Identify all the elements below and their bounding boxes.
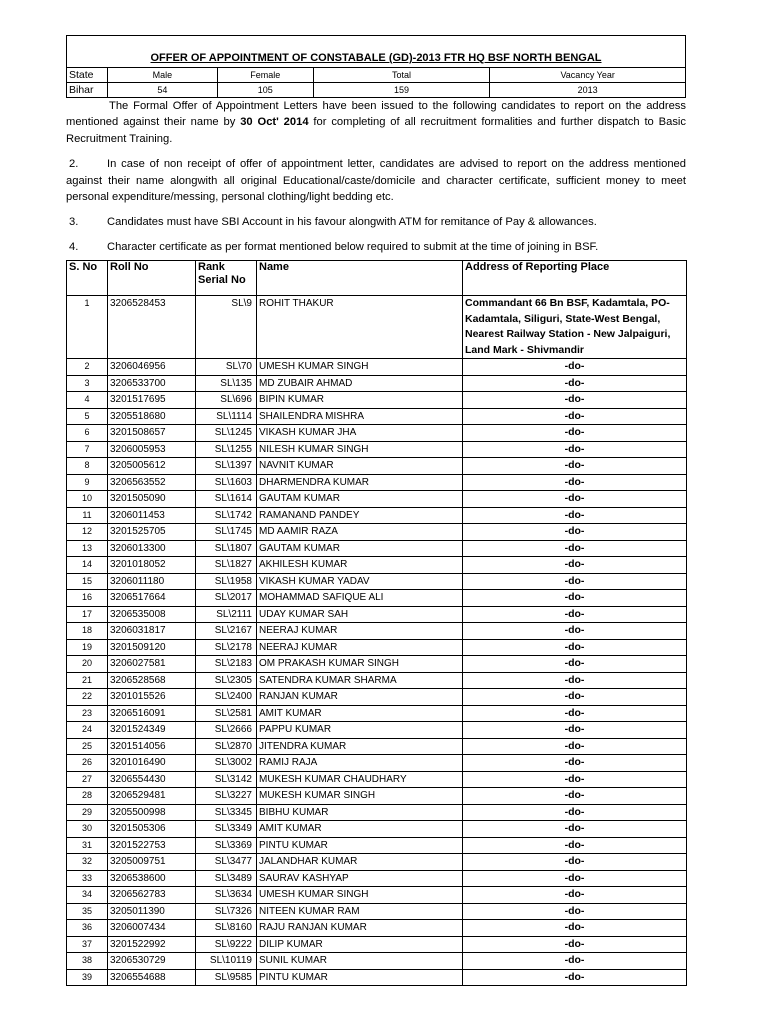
document xyxy=(66,35,686,986)
paragraph-1 xyxy=(66,98,686,147)
row-roll-no: 3205009751 xyxy=(108,854,196,871)
row-roll-no: 3206554688 xyxy=(108,969,196,986)
row-roll-no: 3201509120 xyxy=(108,639,196,656)
row-name: SHAILENDRA MISHRA xyxy=(257,408,463,425)
row-roll-no: 3206533700 xyxy=(108,375,196,392)
row-roll-no: 3201016490 xyxy=(108,755,196,772)
row-address: -do- xyxy=(463,870,687,887)
row-sno: 13 xyxy=(67,540,108,557)
row-address: -do- xyxy=(463,524,687,541)
row-rank-serial: SL\9 xyxy=(196,296,257,359)
row-roll-no: 3201015526 xyxy=(108,689,196,706)
table-header-row xyxy=(67,261,687,296)
row-rank-serial: SL\2305 xyxy=(196,672,257,689)
row-address: -do- xyxy=(463,606,687,623)
row-rank-serial: SL\2581 xyxy=(196,705,257,722)
row-name: PAPPU KUMAR xyxy=(257,722,463,739)
row-address: -do- xyxy=(463,491,687,508)
col-header-roll: Roll No xyxy=(108,261,196,296)
row-rank-serial: SL\1603 xyxy=(196,474,257,491)
paragraph-2-number: 2. xyxy=(69,158,79,171)
table-row xyxy=(67,296,687,359)
row-address: -do- xyxy=(463,771,687,788)
row-name: GAUTAM KUMAR xyxy=(257,540,463,557)
row-name: ROHIT THAKUR xyxy=(257,296,463,359)
row-sno: 24 xyxy=(67,722,108,739)
table-row xyxy=(67,656,687,673)
row-name: MD AAMIR RAZA xyxy=(257,524,463,541)
vacancy-year-label: Vacancy Year xyxy=(490,68,686,83)
table-row xyxy=(67,557,687,574)
row-name: BIBHU KUMAR xyxy=(257,804,463,821)
row-address: -do- xyxy=(463,441,687,458)
row-sno: 34 xyxy=(67,887,108,904)
row-address: -do- xyxy=(463,854,687,871)
row-address: -do- xyxy=(463,920,687,937)
table-row xyxy=(67,953,687,970)
row-name: NEERAJ KUMAR xyxy=(257,639,463,656)
row-name: NEERAJ KUMAR xyxy=(257,623,463,640)
paragraph-2 xyxy=(66,156,686,205)
row-name: MUKESH KUMAR CHAUDHARY xyxy=(257,771,463,788)
row-rank-serial: SL\2870 xyxy=(196,738,257,755)
row-roll-no: 3206031817 xyxy=(108,623,196,640)
row-address: -do- xyxy=(463,887,687,904)
row-roll-no: 3201522992 xyxy=(108,936,196,953)
row-address: -do- xyxy=(463,936,687,953)
col-header-rank: Rank Serial No xyxy=(196,261,257,296)
table-row xyxy=(67,491,687,508)
row-sno: 28 xyxy=(67,788,108,805)
row-name: BIPIN KUMAR xyxy=(257,392,463,409)
row-roll-no: 3206563552 xyxy=(108,474,196,491)
table-row xyxy=(67,755,687,772)
row-name: OM PRAKASH KUMAR SINGH xyxy=(257,656,463,673)
row-address: -do- xyxy=(463,672,687,689)
row-address: -do- xyxy=(463,408,687,425)
row-rank-serial: SL\3489 xyxy=(196,870,257,887)
table-row xyxy=(67,903,687,920)
table-row xyxy=(67,689,687,706)
summary-label-row xyxy=(67,68,686,83)
row-roll-no: 3206562783 xyxy=(108,887,196,904)
row-roll-no: 3206011453 xyxy=(108,507,196,524)
state-value: Bihar xyxy=(67,83,108,98)
row-roll-no: 3206011180 xyxy=(108,573,196,590)
row-sno: 31 xyxy=(67,837,108,854)
row-address: -do- xyxy=(463,705,687,722)
row-address: -do- xyxy=(463,969,687,986)
row-rank-serial: SL\1114 xyxy=(196,408,257,425)
table-row xyxy=(67,920,687,937)
row-sno: 37 xyxy=(67,936,108,953)
row-rank-serial: SL\3002 xyxy=(196,755,257,772)
row-rank-serial: SL\8160 xyxy=(196,920,257,937)
row-roll-no: 3201018052 xyxy=(108,557,196,574)
row-rank-serial: SL\7326 xyxy=(196,903,257,920)
row-name: PINTU KUMAR xyxy=(257,969,463,986)
row-roll-no: 3205518680 xyxy=(108,408,196,425)
row-name: RAJU RANJAN KUMAR xyxy=(257,920,463,937)
row-address: -do- xyxy=(463,557,687,574)
row-rank-serial: SL\3345 xyxy=(196,804,257,821)
row-address: -do- xyxy=(463,573,687,590)
row-name: MD ZUBAIR AHMAD xyxy=(257,375,463,392)
row-roll-no: 3206538600 xyxy=(108,870,196,887)
row-rank-serial: SL\70 xyxy=(196,359,257,376)
row-address: -do- xyxy=(463,804,687,821)
male-label: Male xyxy=(107,68,217,83)
row-roll-no: 3206516091 xyxy=(108,705,196,722)
row-rank-serial: SL\3227 xyxy=(196,788,257,805)
table-row xyxy=(67,507,687,524)
paragraph-3-number: 3. xyxy=(69,216,79,229)
row-sno: 8 xyxy=(67,458,108,475)
col-header-name: Name xyxy=(257,261,463,296)
row-roll-no: 3201514056 xyxy=(108,738,196,755)
row-name: RAMIJ RAJA xyxy=(257,755,463,772)
female-value: 105 xyxy=(217,83,313,98)
row-name: UDAY KUMAR SAH xyxy=(257,606,463,623)
row-address: -do- xyxy=(463,507,687,524)
row-name: DILIP KUMAR xyxy=(257,936,463,953)
row-sno: 39 xyxy=(67,969,108,986)
row-rank-serial: SL\1614 xyxy=(196,491,257,508)
table-row xyxy=(67,623,687,640)
row-address: -do- xyxy=(463,953,687,970)
row-rank-serial: SL\2178 xyxy=(196,639,257,656)
row-name: VIKASH KUMAR YADAV xyxy=(257,573,463,590)
row-sno: 36 xyxy=(67,920,108,937)
row-roll-no: 3201505090 xyxy=(108,491,196,508)
row-name: MOHAMMAD SAFIQUE ALI xyxy=(257,590,463,607)
table-row xyxy=(67,573,687,590)
row-name: NAVNIT KUMAR xyxy=(257,458,463,475)
row-sno: 18 xyxy=(67,623,108,640)
table-row xyxy=(67,540,687,557)
row-name: UMESH KUMAR SINGH xyxy=(257,887,463,904)
paragraph-4-number: 4. xyxy=(69,240,79,253)
row-name: NILESH KUMAR SINGH xyxy=(257,441,463,458)
report-date: 30 Oct' 2014 xyxy=(240,116,309,129)
row-sno: 17 xyxy=(67,606,108,623)
table-row xyxy=(67,524,687,541)
row-name: SATENDRA KUMAR SHARMA xyxy=(257,672,463,689)
row-address: Commandant 66 Bn BSF, Kadamtala, PO-Kadamtala, Siliguri, State-West Bengal, Nearest Railway Station - New Jalpaiguri, Land Mark - Shivmandir xyxy=(463,296,687,359)
row-rank-serial: SL\696 xyxy=(196,392,257,409)
row-roll-no: 3201508657 xyxy=(108,425,196,442)
row-address: -do- xyxy=(463,458,687,475)
table-row xyxy=(67,804,687,821)
table-row xyxy=(67,771,687,788)
row-address: -do- xyxy=(463,755,687,772)
row-name: AKHILESH KUMAR xyxy=(257,557,463,574)
row-rank-serial: SL\3369 xyxy=(196,837,257,854)
table-row xyxy=(67,606,687,623)
row-sno: 16 xyxy=(67,590,108,607)
row-rank-serial: SL\3634 xyxy=(196,887,257,904)
row-address: -do- xyxy=(463,639,687,656)
row-rank-serial: SL\3142 xyxy=(196,771,257,788)
row-sno: 38 xyxy=(67,953,108,970)
row-sno: 11 xyxy=(67,507,108,524)
row-name: JITENDRA KUMAR xyxy=(257,738,463,755)
table-row xyxy=(67,639,687,656)
paragraph-4 xyxy=(66,239,686,255)
row-sno: 20 xyxy=(67,656,108,673)
vacancy-year-value: 2013 xyxy=(490,83,686,98)
table-row xyxy=(67,392,687,409)
row-sno: 32 xyxy=(67,854,108,871)
row-rank-serial: SL\1255 xyxy=(196,441,257,458)
table-row xyxy=(67,936,687,953)
row-rank-serial: SL\1742 xyxy=(196,507,257,524)
paragraph-2-text: In case of non receipt of offer of appointment letter, candidates are advised to report on the address mentioned against their name alongwith all original Educational/caste/domicile and character certificate, sufficient money to meet personal expenditure/messing, personal clothing/light bedding etc. xyxy=(66,158,686,204)
row-rank-serial: SL\2183 xyxy=(196,656,257,673)
row-name: NITEEN KUMAR RAM xyxy=(257,903,463,920)
row-sno: 3 xyxy=(67,375,108,392)
row-rank-serial: SL\2111 xyxy=(196,606,257,623)
row-roll-no: 3201525705 xyxy=(108,524,196,541)
row-name: PINTU KUMAR xyxy=(257,837,463,854)
row-address: -do- xyxy=(463,590,687,607)
row-rank-serial: SL\1397 xyxy=(196,458,257,475)
row-name: VIKASH KUMAR JHA xyxy=(257,425,463,442)
row-roll-no: 3206046956 xyxy=(108,359,196,376)
row-sno: 35 xyxy=(67,903,108,920)
row-name: RAMANAND PANDEY xyxy=(257,507,463,524)
row-address: -do- xyxy=(463,722,687,739)
row-roll-no: 3206027581 xyxy=(108,656,196,673)
row-name: SAURAV KASHYAP xyxy=(257,870,463,887)
row-roll-no: 3205500998 xyxy=(108,804,196,821)
state-label: State xyxy=(67,68,108,83)
male-value: 54 xyxy=(107,83,217,98)
table-row xyxy=(67,375,687,392)
table-row xyxy=(67,969,687,986)
row-name: AMIT KUMAR xyxy=(257,705,463,722)
row-roll-no: 3201522753 xyxy=(108,837,196,854)
table-row xyxy=(67,590,687,607)
row-sno: 27 xyxy=(67,771,108,788)
row-roll-no: 3201517695 xyxy=(108,392,196,409)
table-row xyxy=(67,854,687,871)
paragraph-3 xyxy=(66,214,686,230)
table-row xyxy=(67,672,687,689)
col-header-sno: S. No xyxy=(67,261,108,296)
row-rank-serial: SL\1827 xyxy=(196,557,257,574)
table-row xyxy=(67,408,687,425)
row-name: RANJAN KUMAR xyxy=(257,689,463,706)
row-roll-no: 3206530729 xyxy=(108,953,196,970)
row-address: -do- xyxy=(463,540,687,557)
row-rank-serial: SL\3477 xyxy=(196,854,257,871)
row-sno: 2 xyxy=(67,359,108,376)
row-sno: 26 xyxy=(67,755,108,772)
table-row xyxy=(67,738,687,755)
row-sno: 4 xyxy=(67,392,108,409)
row-name: GAUTAM KUMAR xyxy=(257,491,463,508)
total-label: Total xyxy=(313,68,490,83)
row-address: -do- xyxy=(463,392,687,409)
row-sno: 6 xyxy=(67,425,108,442)
row-roll-no: 3206517664 xyxy=(108,590,196,607)
row-roll-no: 3201524349 xyxy=(108,722,196,739)
row-sno: 23 xyxy=(67,705,108,722)
row-name: UMESH KUMAR SINGH xyxy=(257,359,463,376)
row-sno: 29 xyxy=(67,804,108,821)
row-roll-no: 3206528568 xyxy=(108,672,196,689)
row-name: SUNIL KUMAR xyxy=(257,953,463,970)
table-row xyxy=(67,722,687,739)
table-row xyxy=(67,458,687,475)
row-rank-serial: SL\2666 xyxy=(196,722,257,739)
table-row xyxy=(67,441,687,458)
row-address: -do- xyxy=(463,788,687,805)
paragraph-4-text: Character certificate as per format mentioned below required to submit at the time of joining in BSF. xyxy=(107,240,599,253)
row-address: -do- xyxy=(463,359,687,376)
row-rank-serial: SL\1958 xyxy=(196,573,257,590)
row-rank-serial: SL\135 xyxy=(196,375,257,392)
row-sno: 22 xyxy=(67,689,108,706)
row-rank-serial: SL\2017 xyxy=(196,590,257,607)
row-address: -do- xyxy=(463,689,687,706)
paragraph-3-text: Candidates must have SBI Account in his favour alongwith ATM for remitance of Pay & allowances. xyxy=(107,216,597,229)
table-row xyxy=(67,705,687,722)
summary-table xyxy=(66,35,686,98)
row-roll-no: 3206554430 xyxy=(108,771,196,788)
row-rank-serial: SL\2167 xyxy=(196,623,257,640)
row-sno: 19 xyxy=(67,639,108,656)
row-address: -do- xyxy=(463,837,687,854)
row-name: DHARMENDRA KUMAR xyxy=(257,474,463,491)
row-sno: 33 xyxy=(67,870,108,887)
row-roll-no: 3206535008 xyxy=(108,606,196,623)
row-address: -do- xyxy=(463,375,687,392)
row-roll-no: 3205011390 xyxy=(108,903,196,920)
row-sno: 9 xyxy=(67,474,108,491)
document-title: OFFER OF APPOINTMENT OF CONSTABALE (GD)-2013 FTR HQ BSF NORTH BENGAL xyxy=(150,52,602,64)
row-address: -do- xyxy=(463,738,687,755)
row-sno: 15 xyxy=(67,573,108,590)
row-sno: 12 xyxy=(67,524,108,541)
table-row xyxy=(67,425,687,442)
table-row xyxy=(67,359,687,376)
table-row xyxy=(67,821,687,838)
row-sno: 25 xyxy=(67,738,108,755)
row-name: MUKESH KUMAR SINGH xyxy=(257,788,463,805)
table-row xyxy=(67,788,687,805)
row-roll-no: 3205005612 xyxy=(108,458,196,475)
table-row xyxy=(67,870,687,887)
row-rank-serial: SL\1245 xyxy=(196,425,257,442)
row-address: -do- xyxy=(463,623,687,640)
col-header-address: Address of Reporting Place xyxy=(463,261,687,296)
row-roll-no: 3206007434 xyxy=(108,920,196,937)
row-sno: 14 xyxy=(67,557,108,574)
row-sno: 30 xyxy=(67,821,108,838)
row-address: -do- xyxy=(463,425,687,442)
row-rank-serial: SL\9585 xyxy=(196,969,257,986)
row-roll-no: 3206013300 xyxy=(108,540,196,557)
table-row xyxy=(67,887,687,904)
row-roll-no: 3201505306 xyxy=(108,821,196,838)
row-sno: 5 xyxy=(67,408,108,425)
row-sno: 1 xyxy=(67,296,108,359)
row-rank-serial: SL\10119 xyxy=(196,953,257,970)
row-sno: 10 xyxy=(67,491,108,508)
row-roll-no: 3206529481 xyxy=(108,788,196,805)
row-rank-serial: SL\1745 xyxy=(196,524,257,541)
paragraph-1-text: The Formal Offer of Appointment Letters have been issued to the following candidates to report on the address mentioned against their name by xyxy=(66,100,686,129)
row-sno: 7 xyxy=(67,441,108,458)
summary-value-row xyxy=(67,83,686,98)
row-sno: 21 xyxy=(67,672,108,689)
table-row xyxy=(67,837,687,854)
total-value: 159 xyxy=(313,83,490,98)
row-address: -do- xyxy=(463,656,687,673)
paragraph-1-text-end: for completing of all recruitment formalities and further dispatch to Basic Recruitment Training. xyxy=(66,116,686,145)
row-rank-serial: SL\9222 xyxy=(196,936,257,953)
row-address: -do- xyxy=(463,903,687,920)
table-row xyxy=(67,474,687,491)
row-name: AMIT KUMAR xyxy=(257,821,463,838)
row-rank-serial: SL\3349 xyxy=(196,821,257,838)
row-address: -do- xyxy=(463,821,687,838)
female-label: Female xyxy=(217,68,313,83)
row-address: -do- xyxy=(463,474,687,491)
row-rank-serial: SL\1807 xyxy=(196,540,257,557)
row-name: JALANDHAR KUMAR xyxy=(257,854,463,871)
row-rank-serial: SL\2400 xyxy=(196,689,257,706)
row-roll-no: 3206528453 xyxy=(108,296,196,359)
row-roll-no: 3206005953 xyxy=(108,441,196,458)
candidates-table xyxy=(66,260,687,986)
